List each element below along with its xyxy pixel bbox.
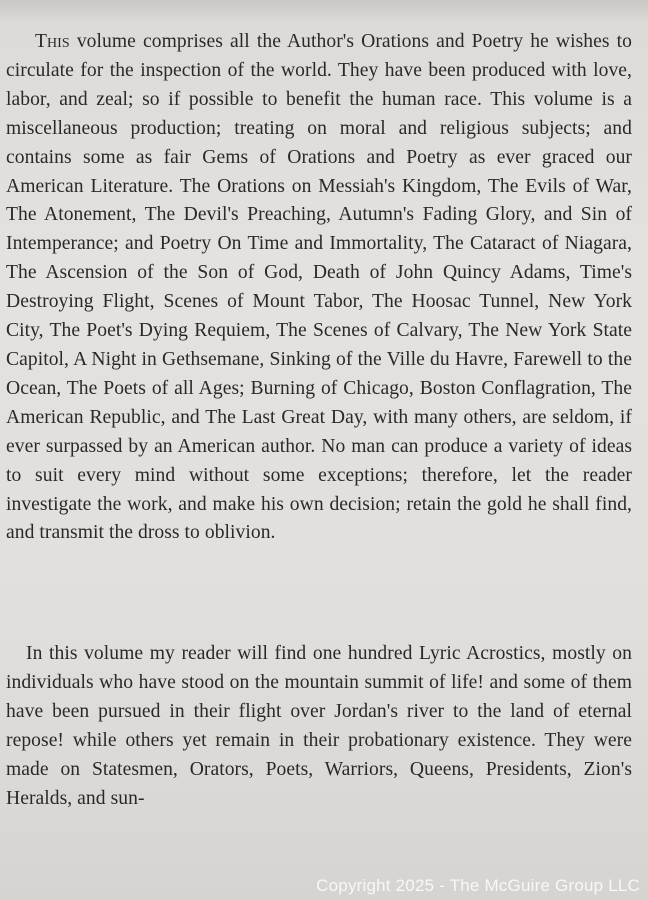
paragraph-1-text: volume comprises all the Author's Orations and Poetry he wishes to circulate for the inspection of the world. They have been produced with love, labor, and zeal; so if possible to benefit the human race. This volume is a miscellaneous production; treating on moral and religious subjects; and contains some as fair Gems of Orations and Poetry as ever graced our American Literature. The Orations on Messiah's Kingdom, The Evils of War, The Atonement, The Devil's Preaching, Autumn's Fading Glory, and Sin of Intemperance; and Poetry On Time and Immortality, The Cataract of Niagara, The Ascension of the Son of God, Death of John Quincy Adams, Time's Destroying Flight, Scenes of Mount Tabor, The Hoosac Tunnel, New York City, The Poet's Dying Requiem, The Scenes of Calvary, The New York State Capitol, A Night in Gethsemane, Sinking of the Ville du Havre, Farewell to the Ocean, The Poets of all Ages; Burning of Chicago, Boston Conflagration, The American Republic, and The Last Great Day, with many others, are seldom, if ever surpassed by an American author. No man can produce a variety of ideas to suit every mind without some exceptions; therefore, let the reader investigate the work, and make his own decision; retain the gold he shall find, and transmit the dross to oblivion.: [6, 31, 632, 544]
paragraph-2-text: In this volume my reader will find one hundred Lyric Acrostics, mostly on individuals who have stood on the mountain summit of life! and some of them have been pursued in their flight over Jordan's river to the land of eternal repose! while others yet remain in their probationary existence. They were made on Statesmen, Orators, Poets, Warriors, Queens, Presidents, Zion's Heralds, and sun-: [6, 643, 632, 809]
page-top-shadow: [0, 0, 648, 22]
paragraph-preface-2: [6, 640, 632, 813]
copyright-watermark: Copyright 2025 - The McGuire Group LLC: [316, 876, 640, 895]
paragraph-preface-1: [6, 28, 632, 548]
lead-word: This: [35, 31, 70, 52]
